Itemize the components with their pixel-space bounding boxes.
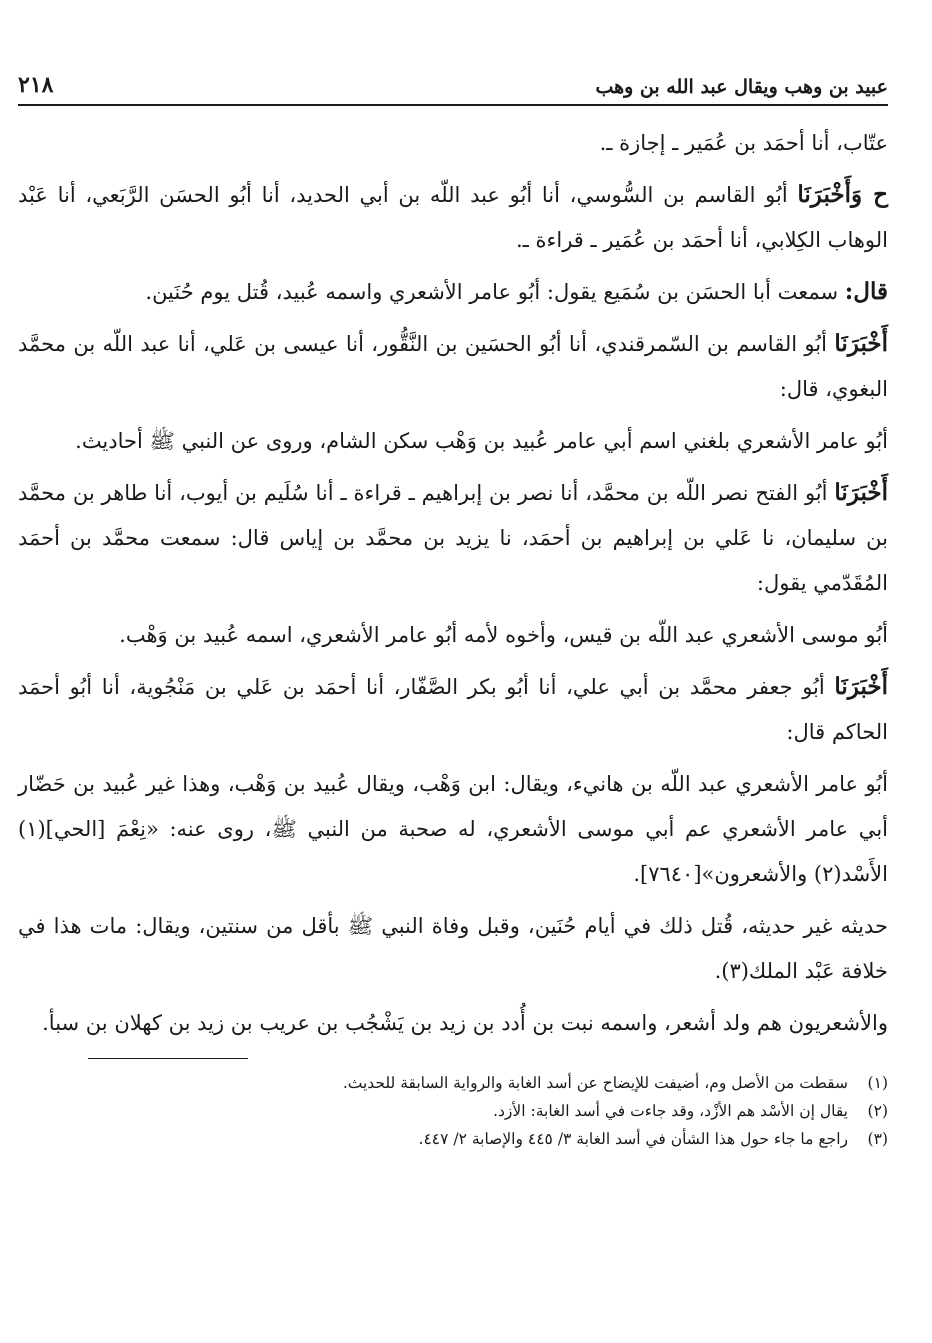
paragraph [18,664,888,755]
paragraph-text: سمعت أبا الحسَن بن سُمَيع يقول: أبُو عامر الأشعري واسمه عُبيد، قُتل يوم حُنَين. [145,280,845,304]
page-header [18,62,888,106]
paragraph [18,761,888,897]
footnote-text: سقطت من الأصل وم، أضيفت للإيضاح عن أسد الغابة والرواية السابقة للحديث. [342,1074,848,1092]
paragraph-text: أبُو القاسم بن السُّوسي، أنا أبُو عبد اللّه بن أبي الحديد، أنا أبُو الحسَن الرَّبَعي، أنا عَبْد الوهاب الكِلابي، أنا أحمَد بن عُمَير ـ قراءة ـ. [18,183,888,252]
footnote-text: يقال إن الأسْد هم الأزْد، وقد جاءت في أسد الغابة: الأزد. [493,1102,848,1120]
paragraph-lead: أَخْبَرَنَا [834,673,888,700]
paragraph-lead: ح وَأَخْبَرَنَا [797,181,888,208]
footnote-number: (٢) [867,1102,888,1120]
paragraph-text: أبُو موسى الأشعري عبد اللّه بن قيس، وأخوه لأمه أبُو عامر الأشعري، اسمه عُبيد بن وَهْب. [119,623,888,647]
footnote [18,1125,888,1153]
paragraph [18,172,888,263]
page-number: ٢١٨ [18,72,54,98]
footnote [18,1097,888,1125]
paragraph [18,903,888,994]
paragraph [18,1000,888,1046]
footnote-divider [88,1058,248,1059]
footnote-number: (١) [867,1074,888,1092]
paragraph [18,321,888,412]
paragraph-text: أبُو القاسم بن السّمرقندي، أنا أبُو الحسَين بن النَّقُّور، أنا عيسى بن عَلي، أنا عبد اللّه بن محمَّد البغوي، قال: [18,332,888,401]
paragraph-text: أبُو عامر الأشعري بلغني اسم أبي عامر عُبيد بن وَهْب سكن الشام، وروى عن النبي ﷺ أحاديث. [75,429,888,453]
paragraph-text: عتّاب، أنا أحمَد بن عُمَير ـ إجازة ـ. [599,131,888,155]
page-body [18,120,888,1046]
footnotes [18,1069,888,1153]
paragraph [18,470,888,606]
paragraph-lead: قال: [844,278,888,305]
paragraph-text: حديثه غير حديثه، قُتل ذلك في أيام حُنَين، وقبل وفاة النبي ﷺ بأقل من سنتين، ويقال: مات هذا في خلافة عَبْد الملك(٣). [18,914,888,983]
paragraph-lead: أَخْبَرَنَا [834,330,888,357]
paragraph [18,269,888,315]
footnote-number: (٣) [867,1130,888,1148]
running-title: عبيد بن وهب ويقال عبد الله بن وهب [595,76,888,98]
paragraph-text: أبُو الفتح نصر اللّه بن محمَّد، أنا نصر بن إبراهيم ـ قراءة ـ أنا سُلَيم بن أيوب، أنا طاهر بن محمَّد بن سليمان، نا عَلي بن إبراهيم بن أحمَد، نا يزيد بن محمَّد بن إياس قال: سمعت محمَّد بن أحمَد المُقَدّمي يقول: [18,481,888,595]
footnote [18,1069,888,1097]
paragraph [18,612,888,658]
paragraph-text: أبُو جعفر محمَّد بن أبي علي، أنا أبُو بكر الصَّفّار، أنا أحمَد بن عَلي بن مَنْجُوية، أنا أبُو أحمَد الحاكم قال: [18,675,888,744]
paragraph-text: أبُو عامر الأشعري عبد اللّه بن هانيء، ويقال: ابن وَهْب، ويقال عُبيد بن وَهْب، وهذا غير عُبيد بن حَضّار أبي عامر الأشعري عم أبي موسى الأشعري، له صحبة من النبي ﷺ، روى عنه: «نِعْمَ [الحي](١) الأَسْد(٢) والأشعرون»[٧٦٤٠]. [18,772,888,886]
paragraph-lead: أَخْبَرَنَا [834,479,888,506]
paragraph [18,120,888,166]
paragraph-text: والأشعريون هم ولد أشعر، واسمه نبت بن أُدد بن زيد بن يَشْجُب بن عريب بن زيد بن كهلان بن سبأ. [42,1011,888,1035]
footnote-text: راجع ما جاء حول هذا الشأن في أسد الغابة ٣/ ٤٤٥ والإصابة ٢/ ٤٤٧. [418,1130,848,1148]
paragraph [18,418,888,464]
